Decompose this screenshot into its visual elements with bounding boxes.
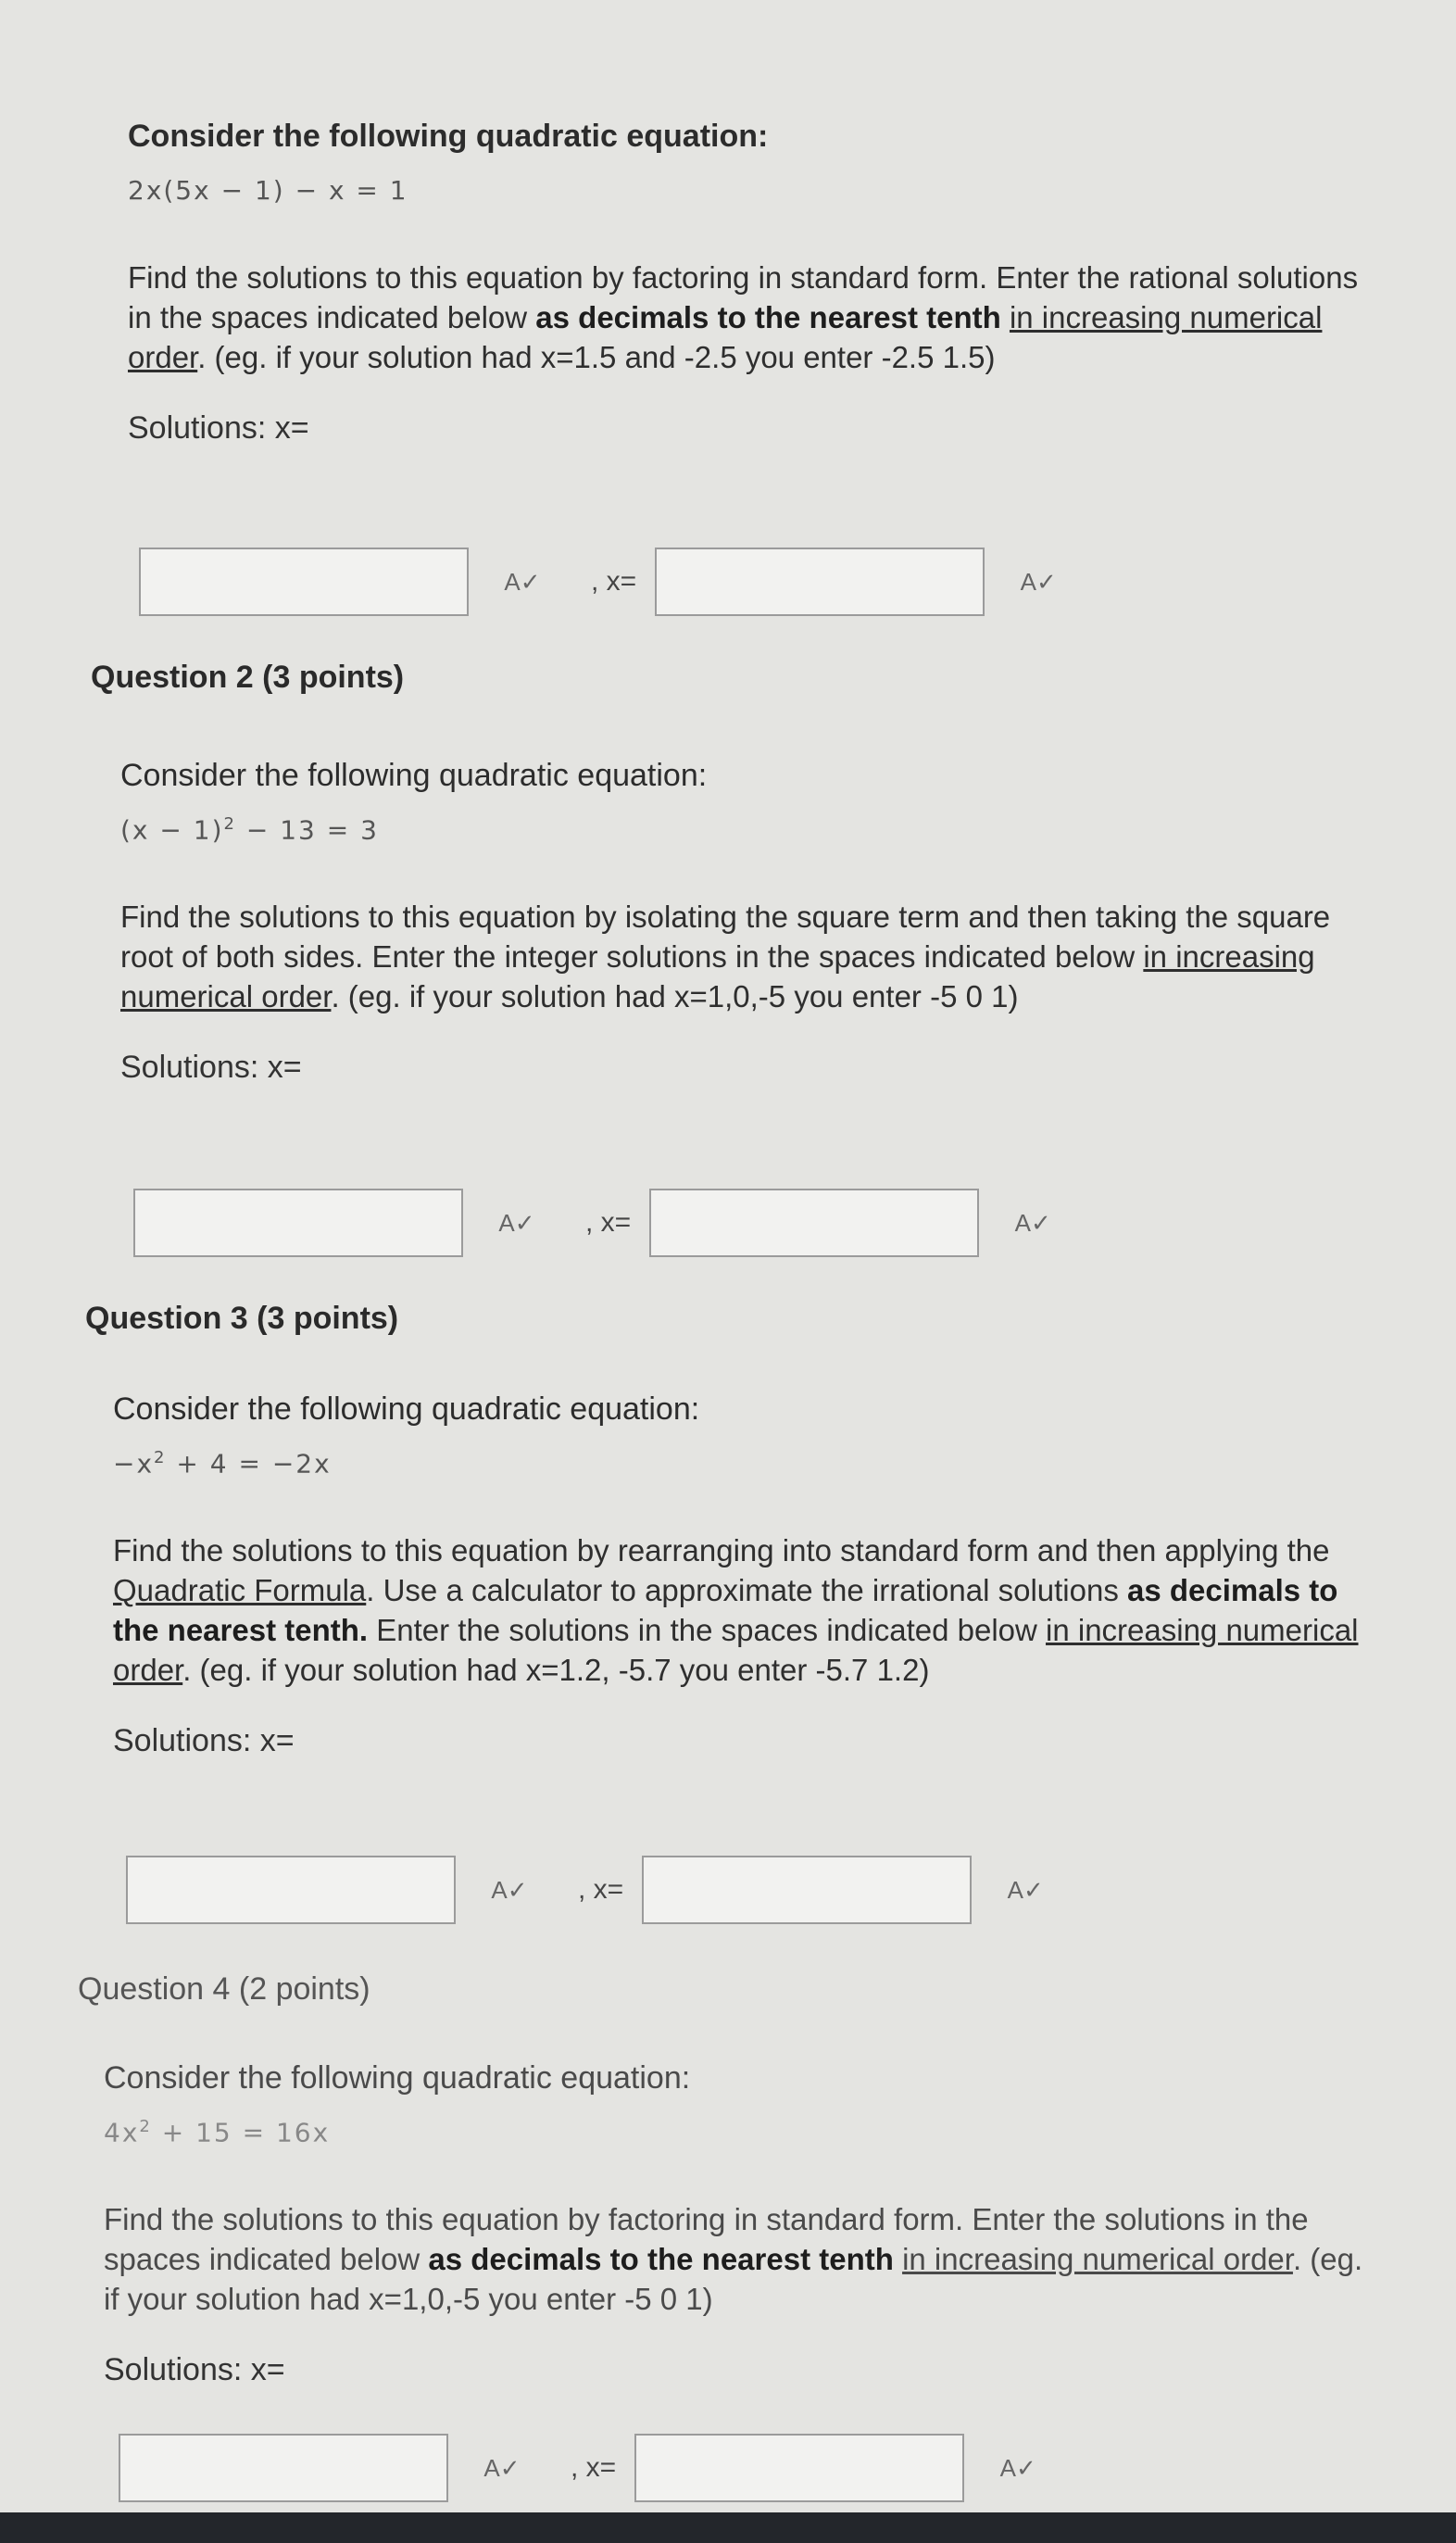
question-4-instructions bbox=[104, 2199, 1363, 2319]
question-2-intro: Consider the following quadratic equation: bbox=[120, 758, 708, 793]
instr-underline: in increasing numerical order bbox=[902, 2242, 1293, 2277]
instr-text: . (eg. if your solution had x=1,0,-5 you enter -5 0 1) bbox=[331, 979, 1019, 1014]
question-2-answer-row bbox=[133, 1186, 1059, 1260]
question-2-answer-1-input[interactable] bbox=[133, 1189, 463, 1257]
instr-text bbox=[1001, 300, 1010, 334]
instr-underline: in increasing numerical order bbox=[113, 1613, 1359, 1688]
question-3-body bbox=[113, 1391, 1373, 1759]
spellcheck-icon[interactable]: A✓ bbox=[1020, 567, 1057, 596]
eq-rest: − 13 = 3 bbox=[235, 814, 379, 846]
question-3-solutions-label: Solutions: x= bbox=[113, 1723, 295, 1759]
question-1-answer-row bbox=[139, 545, 1064, 619]
spellcheck-icon[interactable]: A✓ bbox=[999, 2453, 1036, 2482]
eq-exponent: 2 bbox=[154, 1448, 167, 1467]
question-4-answer-1-input[interactable] bbox=[119, 2434, 448, 2502]
question-3-answer-2-input[interactable] bbox=[642, 1856, 972, 1924]
instr-bold: as decimals to the nearest tenth bbox=[428, 2242, 894, 2277]
instr-text: Enter the solutions in the spaces indicated below bbox=[368, 1613, 1047, 1648]
question-4-answer-2-input[interactable] bbox=[634, 2434, 964, 2502]
question-1-intro: Consider the following quadratic equation: bbox=[128, 119, 769, 154]
question-3-equation bbox=[113, 1448, 1373, 1479]
instr-text: Find the solutions to this equation by factoring in standard form. Enter the solutions in the spaces indicated below bbox=[104, 2202, 1309, 2277]
question-1-solutions-label: Solutions: x= bbox=[128, 410, 309, 446]
instr-text bbox=[894, 2242, 902, 2276]
instr-bold: as decimals to the nearest tenth bbox=[535, 300, 1001, 334]
spellcheck-icon[interactable]: A✓ bbox=[498, 1208, 535, 1237]
instr-text: . (eg. if your solution had x=1.5 and -2.5 you enter -2.5 1.5) bbox=[197, 340, 996, 374]
spellcheck-icon[interactable]: A✓ bbox=[1007, 1875, 1044, 1904]
instr-underline: in increasing numerical order bbox=[128, 300, 1323, 374]
question-2-answer-2-input[interactable] bbox=[649, 1189, 979, 1257]
eq-base: 4x bbox=[104, 2117, 140, 2148]
question-2-equation bbox=[120, 814, 1380, 845]
eq-exponent: 2 bbox=[223, 814, 236, 834]
question-3-answer-row bbox=[126, 1853, 1051, 1927]
eq-base: (x − 1) bbox=[120, 814, 224, 846]
question-4-equation bbox=[104, 2117, 1363, 2147]
spellcheck-icon[interactable]: A✓ bbox=[483, 2453, 521, 2482]
question-4-solutions-label: Solutions: x= bbox=[104, 2352, 285, 2388]
question-4-body bbox=[104, 2060, 1363, 2388]
quadratic-formula-link[interactable]: Quadratic Formula bbox=[113, 1573, 367, 1608]
instr-text: . (eg. if your solution had x=1,0,-5 you enter -5 0 1) bbox=[104, 2242, 1363, 2317]
question-2-body bbox=[120, 758, 1380, 1086]
instr-text: Find the solutions to this equation by isolating the square term and then taking the square root of both sides. Enter the integer solutions in the spaces indicated below bbox=[120, 900, 1331, 975]
spellcheck-icon[interactable]: A✓ bbox=[491, 1875, 528, 1904]
question-4-answer-row bbox=[119, 2431, 1044, 2505]
question-1-answer-2-input[interactable] bbox=[655, 548, 985, 616]
eq-exponent: 2 bbox=[139, 2117, 152, 2136]
instr-bold: as decimals to the nearest tenth. bbox=[113, 1573, 1338, 1648]
instr-text: Find the solutions to this equation by rearranging into standard form and then applying the bbox=[113, 1533, 1330, 1568]
question-2-header: Question 2 (3 points) bbox=[91, 660, 405, 695]
question-1-body bbox=[128, 119, 1387, 447]
question-2-instructions bbox=[120, 897, 1380, 1016]
question-1-equation: 2x(5x − 1) − x = 1 bbox=[128, 175, 408, 206]
question-3-separator: , x= bbox=[578, 1874, 624, 1905]
question-3-header: Question 3 (3 points) bbox=[85, 1301, 399, 1336]
spellcheck-icon[interactable]: A✓ bbox=[504, 567, 541, 596]
question-3-answer-1-input[interactable] bbox=[126, 1856, 456, 1924]
question-2-solutions-label: Solutions: x= bbox=[120, 1050, 302, 1086]
eq-base: −x bbox=[113, 1448, 155, 1479]
question-4-header: Question 4 (2 points) bbox=[78, 1971, 370, 2007]
question-4-separator: , x= bbox=[571, 2452, 617, 2483]
question-1-answer-1-input[interactable] bbox=[139, 548, 469, 616]
eq-rest: + 15 = 16x bbox=[151, 2117, 331, 2148]
taskbar bbox=[0, 2512, 1456, 2543]
instr-text: . (eg. if your solution had x=1.2, -5.7 you enter -5.7 1.2) bbox=[182, 1653, 930, 1688]
question-1-instructions bbox=[128, 258, 1387, 377]
instr-underline: in increasing numerical order bbox=[120, 939, 1315, 1014]
eq-rest: + 4 = −2x bbox=[166, 1448, 332, 1479]
instr-text: . Use a calculator to approximate the irrational solutions bbox=[366, 1573, 1128, 1608]
question-3-intro: Consider the following quadratic equation: bbox=[113, 1391, 700, 1427]
question-1-separator: , x= bbox=[591, 566, 637, 597]
spellcheck-icon[interactable]: A✓ bbox=[1014, 1208, 1051, 1237]
question-2-separator: , x= bbox=[585, 1207, 632, 1238]
instr-text: Find the solutions to this equation by factoring in standard form. Enter the rational solutions in the spaces indicated below bbox=[128, 260, 1359, 334]
question-3-instructions bbox=[113, 1530, 1373, 1690]
question-4-intro: Consider the following quadratic equation: bbox=[104, 2060, 691, 2096]
